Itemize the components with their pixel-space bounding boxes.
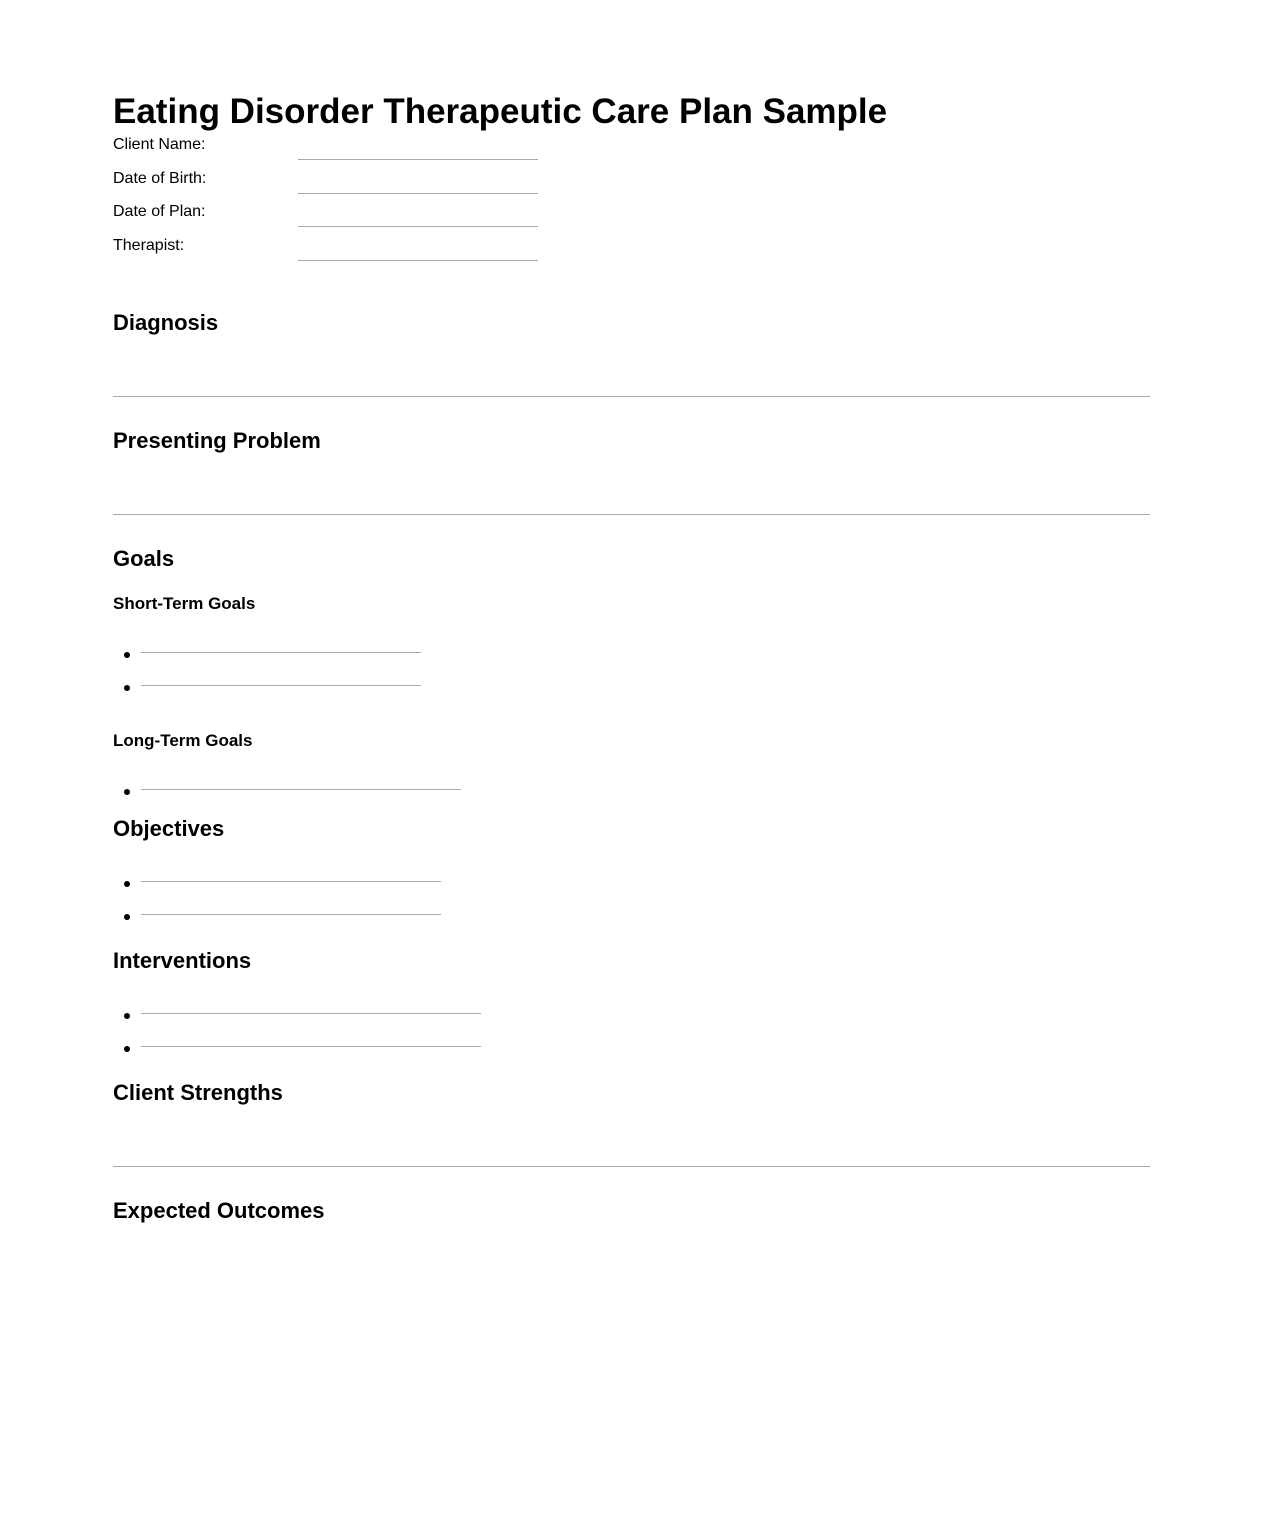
short-term-goal-field[interactable]	[141, 638, 421, 653]
list-item	[113, 999, 1150, 1032]
goals-heading: Goals	[113, 546, 175, 571]
care-plan-document	[113, 0, 1150, 1224]
objective-field[interactable]	[141, 867, 441, 882]
list-item	[113, 775, 1150, 808]
therapist-field[interactable]	[298, 235, 538, 261]
date-of-birth-row	[113, 168, 1150, 202]
client-name-field[interactable]	[298, 134, 538, 160]
short-term-goal-field[interactable]	[141, 671, 421, 686]
diagnosis-rule	[113, 396, 1150, 397]
page-title: Eating Disorder Therapeutic Care Plan Sample	[113, 92, 888, 131]
client-name-row	[113, 134, 1150, 168]
bullet-icon	[124, 652, 130, 658]
date-of-birth-label: Date of Birth:	[113, 169, 207, 187]
bullet-icon	[124, 1046, 130, 1052]
long-term-goals-list	[113, 775, 1150, 808]
bullet-icon	[124, 914, 130, 920]
client-info-table	[113, 134, 1150, 268]
date-of-plan-field[interactable]	[298, 201, 538, 227]
intervention-field[interactable]	[141, 1032, 481, 1047]
long-term-goal-field[interactable]	[141, 775, 461, 790]
expected-outcomes-heading: Expected Outcomes	[113, 1198, 325, 1223]
presenting-problem-heading: Presenting Problem	[113, 428, 321, 453]
list-item	[113, 638, 1150, 671]
bullet-icon	[124, 789, 130, 795]
therapist-label: Therapist:	[113, 236, 185, 254]
client-strengths-heading: Client Strengths	[113, 1080, 283, 1105]
short-term-goals-list	[113, 638, 1150, 704]
client-name-label: Client Name:	[113, 136, 206, 153]
date-of-birth-field[interactable]	[298, 168, 538, 194]
bullet-icon	[124, 1013, 130, 1019]
interventions-heading: Interventions	[113, 948, 252, 973]
interventions-list	[113, 999, 1150, 1065]
list-item	[113, 867, 1150, 900]
client-strengths-rule	[113, 1166, 1150, 1167]
date-of-plan-label: Date of Plan:	[113, 203, 206, 220]
objective-field[interactable]	[141, 900, 441, 915]
long-term-goals-heading: Long-Term Goals	[113, 731, 253, 750]
presenting-problem-rule	[113, 514, 1150, 515]
date-of-plan-row	[113, 201, 1150, 235]
list-item	[113, 671, 1150, 704]
therapist-row	[113, 235, 1150, 269]
list-item	[113, 900, 1150, 933]
short-term-goals-heading: Short-Term Goals	[113, 594, 256, 613]
list-item	[113, 1032, 1150, 1065]
diagnosis-heading: Diagnosis	[113, 310, 219, 335]
bullet-icon	[124, 881, 130, 887]
objectives-heading: Objectives	[113, 816, 225, 841]
objectives-list	[113, 867, 1150, 933]
bullet-icon	[124, 685, 130, 691]
intervention-field[interactable]	[141, 999, 481, 1014]
